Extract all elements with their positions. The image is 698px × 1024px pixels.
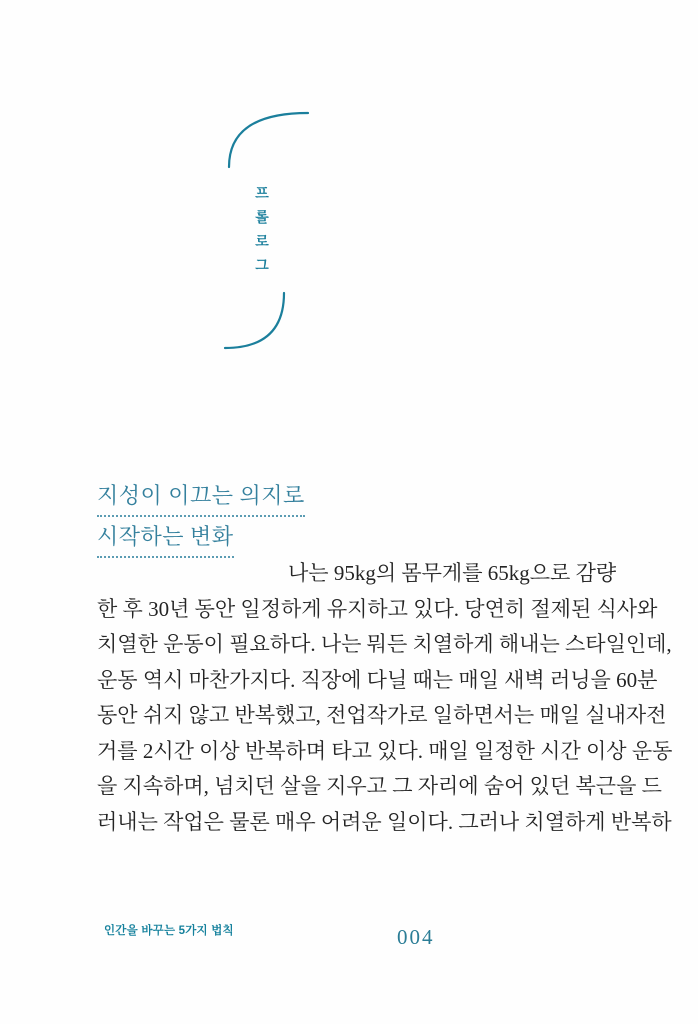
body-line: 나는 95kg의 몸무게를 65kg으로 감량 xyxy=(288,561,617,585)
body-line: 을 지속하며, 넘치던 살을 지우고 그 자리에 숨어 있던 복근을 드 xyxy=(97,774,662,798)
heading-row xyxy=(97,482,305,523)
page-number: 004 xyxy=(397,925,435,949)
body-line: 한 후 30년 동안 일정하게 유지하고 있다. 당연히 절제된 식사와 xyxy=(97,596,658,621)
prologue-vertical-title: 프롤로그 xyxy=(255,185,269,273)
top-arc-icon xyxy=(229,113,308,167)
heading-line-2: 시작하는 변화 xyxy=(97,523,234,558)
body-line: 거를 2시간 이상 반복하며 타고 있다. 매일 일정한 시간 이상 운동 xyxy=(97,738,673,763)
body-line: 치열한 운동이 필요하다. 나는 뭐든 치열하게 해내는 스타일인데, xyxy=(97,632,672,656)
heading-line-1: 지성이 이끄는 의지로 xyxy=(97,482,305,517)
body-paragraph xyxy=(97,556,673,840)
body-line: 운동 역시 마찬가지다. 직장에 다닐 때는 매일 새벽 러닝을 60분 xyxy=(97,667,658,692)
body-line: 러내는 작업은 물론 매우 어려운 일이다. 그러나 치열하게 반복하 xyxy=(97,809,672,834)
section-heading xyxy=(97,482,305,564)
bottom-arc-icon xyxy=(225,293,284,348)
body-line: 동안 쉬지 않고 반복했고, 전업작가로 일하면서는 매일 실내자전 xyxy=(97,703,667,727)
footer-book-title: 인간을 바꾸는 5가지 법칙 xyxy=(104,925,234,937)
